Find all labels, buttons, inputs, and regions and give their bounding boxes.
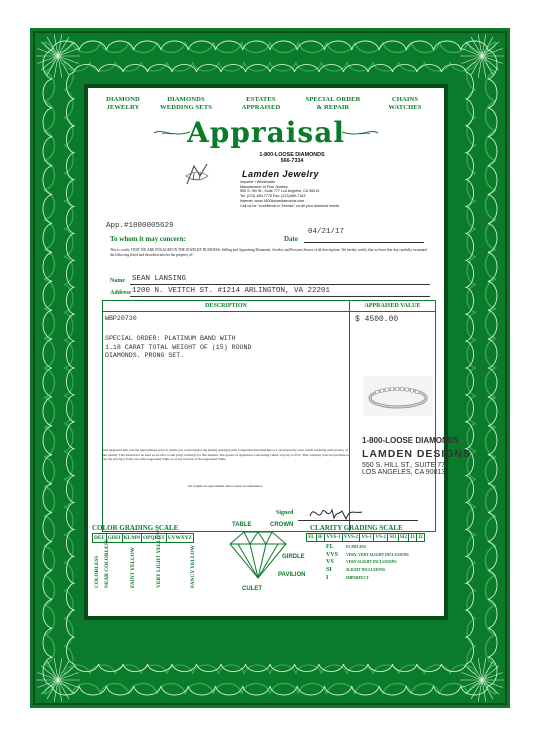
service-line: JEWELRY <box>106 103 140 111</box>
legend-key: I <box>326 574 329 581</box>
address-label: Address <box>110 290 131 296</box>
service-wedding-sets <box>156 96 216 111</box>
legend-row <box>326 559 436 567</box>
diamond-girdle-label: GIRDLE <box>282 554 305 560</box>
svg-text:LJ: LJ <box>192 172 201 182</box>
date-underline <box>304 242 424 243</box>
appraised-price: $ 4500.00 <box>355 315 399 324</box>
certificate-body <box>92 92 472 612</box>
description-header: DESCRIPTION <box>103 301 350 312</box>
color-label-faint-yellow: FAINT YELLOW <box>130 547 136 588</box>
customer-name: SEAN LANSING <box>132 275 187 283</box>
certification-statement: This is certify THAT WE ARE ENGAGED IN THE JEWELRY BUSINESS: Selling and Appraising Diamonds, Jewelry and Precious Stones of all descriptions. We hereby certify that we have this day carefully examined the following listed and described articles the property of:- <box>110 248 427 257</box>
store-address-block <box>240 180 360 208</box>
legend-row <box>326 575 436 583</box>
stamp-line: 550 S. HILL ST., SUITE 777 <box>362 462 449 469</box>
appraisal-disclaimer: This Appraisal tells you the approximate price at which you could replace the (these) article(s) with comparable merchandise at a 'retail jewelry store which normally sells jewelry of like quality. This should not be used as an offer to sell (buy) article(s) for this amount. The quotes of Appraisers concerning values vary up to 25%. This company does not promise to buy the article(s) from you at the Appraised Value or at any fraction of the Appraised Value. <box>102 448 349 462</box>
signature-line <box>298 520 418 521</box>
toll-free-phone-word: 1-800-LOOSE DIAMONDS <box>259 152 325 158</box>
service-estates <box>236 96 286 111</box>
stamp-line: LOS ANGELES, CA 90013 <box>362 469 446 476</box>
service-line: DIAMONDS <box>167 96 205 103</box>
legend-value: FLAWLESS <box>346 545 367 549</box>
clarity-grade: SI1 <box>388 534 399 541</box>
service-chains-watches <box>380 96 430 111</box>
legend-row <box>326 552 436 560</box>
date-value: 04/21/17 <box>308 228 345 236</box>
clarity-grade: I2 <box>418 535 423 540</box>
toll-free-phone-number: 566-7334 <box>280 158 304 164</box>
address-line: Tel: (213) 489-7776 Fax: (213)489-7183 <box>240 194 306 199</box>
clarity-grade: I1 <box>409 534 417 541</box>
brand-name: Lamden Jewelry <box>242 169 320 179</box>
column-divider <box>349 301 350 531</box>
color-label-fancy-yellow: FANCY YELLOW <box>190 545 196 588</box>
clarity-grade: SI2 <box>399 534 410 541</box>
stamp-line: 1-800-LOOSE DIAMONDS <box>362 436 459 445</box>
item-description: SPECIAL ORDER: PLATINUM BAND WITH 1.18 CARAT TOTAL WEIGHT OF (15) ROUND DIAMONDS. PRONG SET. <box>105 335 252 360</box>
color-grade: GHIJ <box>107 535 121 541</box>
weights-note: All weights are approximate unless stones are unmounted. <box>188 484 263 488</box>
clarity-grade: VS-1 <box>360 534 374 541</box>
legend-row <box>326 544 436 552</box>
service-line: SPECIAL ORDER <box>305 96 361 103</box>
address-line: Manufacturer of Fine Jewelry <box>240 184 288 189</box>
clarity-grade: IF <box>317 534 325 541</box>
appraisal-number: App.#1000005629 <box>106 222 174 230</box>
address-line: Internet: www.1800loosediamonds.com <box>240 198 305 203</box>
service-line: DIAMOND <box>106 96 140 103</box>
address-line: Importer / Wholesaler <box>240 180 276 184</box>
service-line: & REPAIR <box>316 103 350 111</box>
legend-key: VVS <box>326 551 339 558</box>
clarity-legend <box>326 544 436 582</box>
diamond-pavilion-label: PAVILION <box>278 572 306 578</box>
legend-value: VERY SLIGHT INCLUSIONS <box>346 560 397 565</box>
color-label-colorless: COLORLESS <box>94 555 100 588</box>
service-line: WEDDING SETS <box>160 103 212 111</box>
color-grade: UVWXYZ <box>167 535 192 541</box>
date-label: Date <box>284 235 298 243</box>
color-grade: OPQRST <box>143 535 165 541</box>
color-grade: DEF <box>94 535 105 541</box>
diamond-culet-label: CULET <box>242 586 262 592</box>
legend-key: SI <box>326 567 332 574</box>
salutation: To whom it may concern: <box>110 235 186 243</box>
clarity-grade: VVS-1 <box>325 534 343 541</box>
color-label-very-light-yellow: VERY LIGHT YELLOW <box>156 529 162 588</box>
legend-value: IMPERFECT <box>346 575 369 580</box>
service-line: ESTATES <box>246 96 276 103</box>
clarity-scale-title: CLARITY GRADING SCALE <box>310 524 403 532</box>
customer-address: 1200 N. VEITCH ST. #1214 ARLINGTON, VA 22201 <box>132 287 331 295</box>
service-special-order <box>302 96 364 111</box>
clarity-grade: VVS-2 <box>343 534 361 541</box>
signed-label: Signed <box>276 510 294 516</box>
name-underline <box>130 284 430 285</box>
color-label-near-colorless: NEAR COLORLESS <box>104 539 110 588</box>
service-line: APPRAISED <box>241 103 281 111</box>
legend-value: SLIGHT INCLUSIONS <box>346 568 386 573</box>
appraisal-table <box>102 300 436 532</box>
clarity-grade: FL <box>307 534 317 541</box>
service-line: CHAINS <box>391 96 419 103</box>
address-line: 550 S. Hill St., Suite 777 Los Angeles, CA 90013 <box>240 189 320 194</box>
legend-row <box>326 567 436 575</box>
right-flourish-icon <box>340 128 380 138</box>
address-underline <box>130 296 430 297</box>
name-label: Name <box>110 278 125 284</box>
stamp-line: LAMDEN DESIGNS <box>362 448 472 460</box>
legend-value: VERY, VERY SLIGHT INCLUSIONS <box>346 552 409 557</box>
address-line: Call us for "excellence in Service" on all your diamond needs <box>240 203 340 208</box>
store-header <box>212 152 392 208</box>
color-grade: KLMN <box>123 535 141 541</box>
item-sku: WBP20730 <box>105 315 137 322</box>
appraised-value-header: APPRAISED VALUE <box>350 301 435 312</box>
clarity-grade: VS-2 <box>374 534 388 541</box>
ring-photo <box>363 376 433 416</box>
lamden-logo-icon <box>184 162 210 188</box>
page-title: Appraisal <box>187 116 345 149</box>
diamond-table-label: TABLE <box>232 522 252 528</box>
legend-key: VS <box>326 559 334 566</box>
diamond-crown-label: CROWN <box>270 522 294 528</box>
service-diamond-jewelry <box>98 96 148 111</box>
legend-key: FL <box>326 544 334 550</box>
service-line: WATCHES <box>388 103 422 111</box>
color-scale-title: COLOR GRADING SCALE <box>92 524 179 532</box>
company-stamp <box>362 436 472 476</box>
clarity-grade-row <box>306 533 425 542</box>
